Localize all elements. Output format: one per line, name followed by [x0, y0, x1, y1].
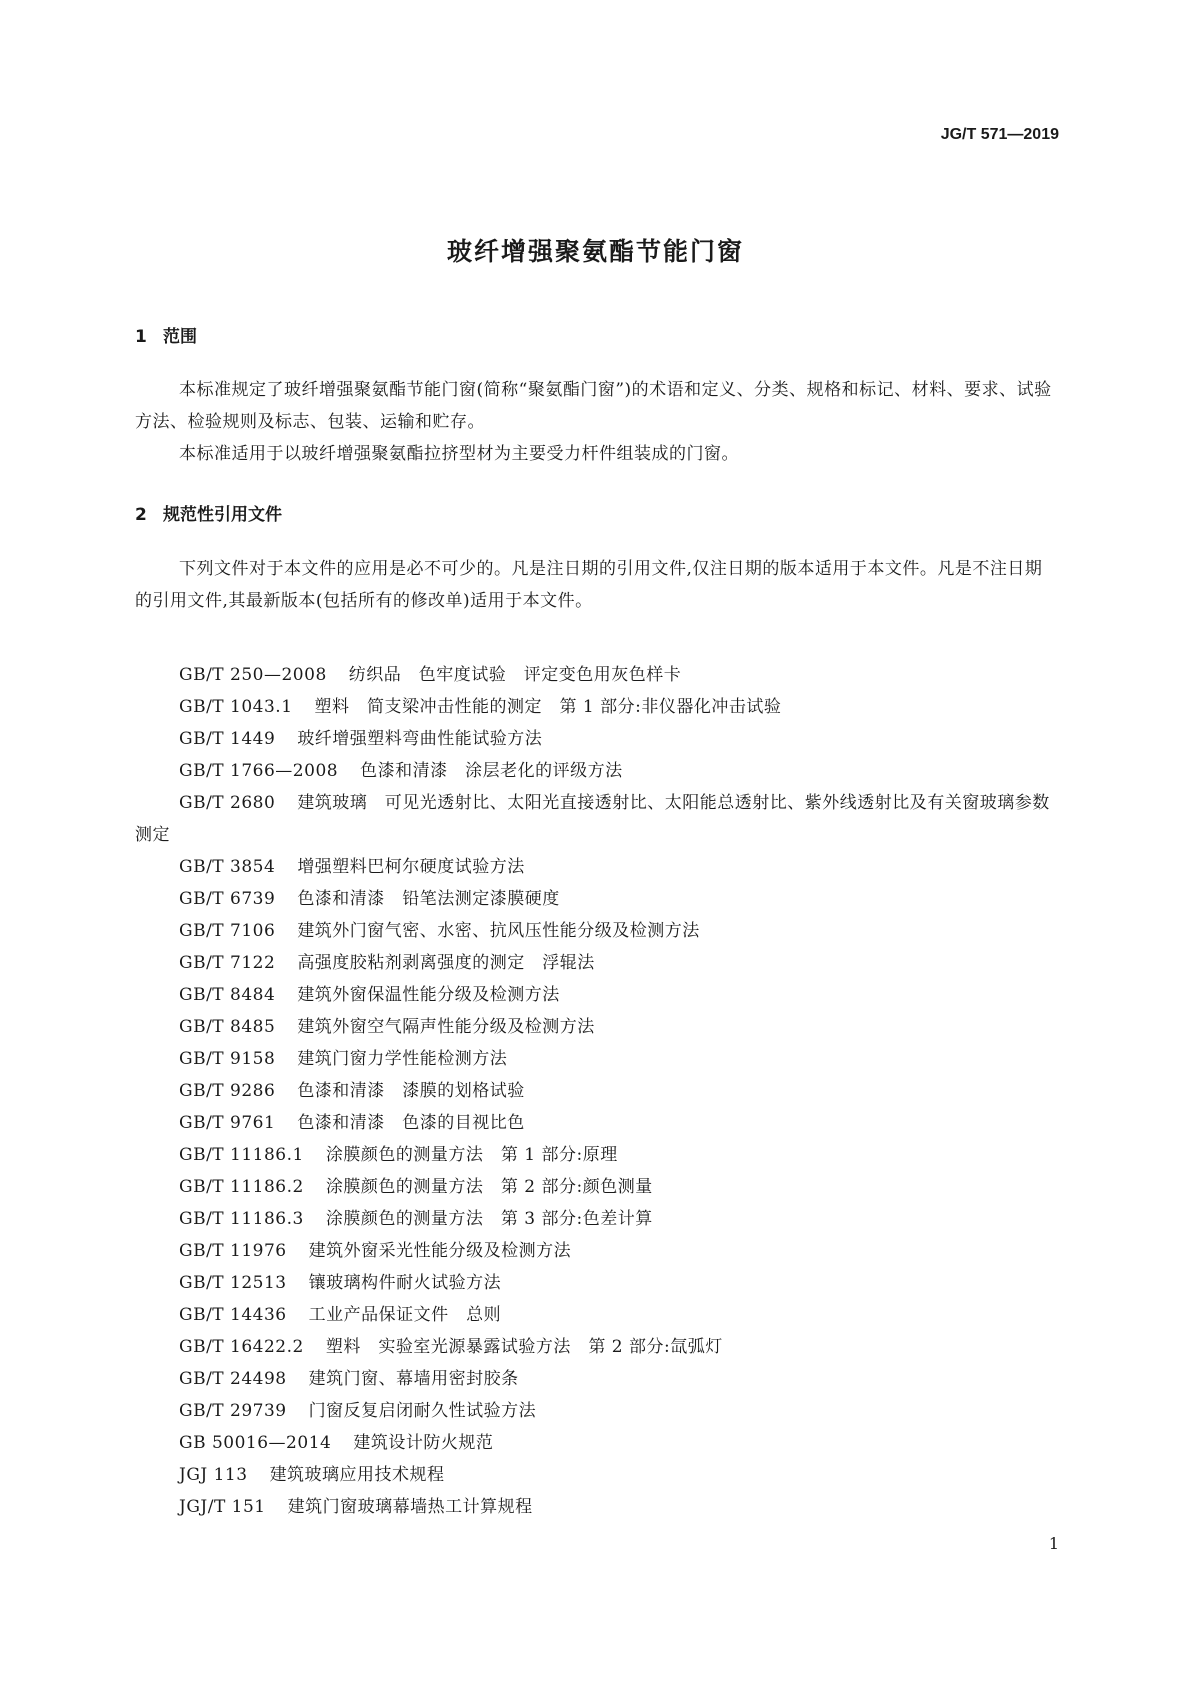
reference-code: GB/T 14436 [179, 1305, 287, 1325]
reference-code: GB/T 6739 [179, 889, 276, 909]
reference-item [135, 691, 1055, 723]
reference-title: 涂膜颜色的测量方法 第 1 部分:原理 [325, 1145, 618, 1165]
reference-code: GB/T 29739 [179, 1401, 287, 1421]
reference-title: 色漆和清漆 漆膜的划格试验 [297, 1081, 525, 1101]
reference-code: GB/T 1449 [179, 729, 276, 749]
section-2-heading [135, 500, 282, 525]
reference-title: 色漆和清漆 涂层老化的评级方法 [360, 761, 623, 781]
reference-item [135, 755, 1055, 787]
reference-title: 纺织品 色牢度试验 评定变色用灰色样卡 [348, 665, 682, 685]
reference-code: GB/T 24498 [179, 1369, 287, 1389]
reference-item [135, 1235, 1055, 1267]
reference-title: 增强塑料巴柯尔硬度试验方法 [297, 857, 525, 877]
reference-code: GB/T 11186.1 [179, 1145, 304, 1165]
scope-paragraph-2: 本标准适用于以玻纤增强聚氨酯拉挤型材为主要受力杆件组装成的门窗。 [179, 444, 739, 464]
reference-item [135, 851, 1055, 883]
reference-item [135, 1395, 1055, 1427]
section-title: 规范性引用文件 [163, 505, 282, 525]
standard-code: JG/T 571—2019 [940, 126, 1059, 143]
reference-item [135, 723, 1055, 755]
reference-item [135, 1459, 1055, 1491]
reference-code: GB/T 16422.2 [179, 1337, 304, 1357]
reference-code: JGJ/T 151 [179, 1497, 266, 1517]
reference-item [135, 1267, 1055, 1299]
reference-code: GB/T 11186.3 [179, 1209, 304, 1229]
reference-item [135, 787, 1055, 851]
reference-item [135, 915, 1055, 947]
reference-code: GB/T 3854 [179, 857, 276, 877]
reference-title: 涂膜颜色的测量方法 第 3 部分:色差计算 [325, 1209, 653, 1229]
section-1-heading [135, 322, 197, 347]
references-intro-paragraph: 下列文件对于本文件的应用是必不可少的。凡是注日期的引用文件,仅注日期的版本适用于本文件。凡是不注日期的引用文件,其最新版本(包括所有的修改单)适用于本文件。 [135, 559, 1043, 611]
reference-item [135, 1075, 1055, 1107]
reference-title: 塑料 简支梁冲击性能的测定 第 1 部分:非仪器化冲击试验 [314, 697, 782, 717]
reference-item [135, 947, 1055, 979]
reference-item [135, 979, 1055, 1011]
reference-title: 建筑设计防火规范 [353, 1433, 494, 1453]
reference-item [135, 1011, 1055, 1043]
reference-title: 建筑外窗保温性能分级及检测方法 [297, 985, 560, 1005]
reference-code: GB/T 11186.2 [179, 1177, 304, 1197]
reference-title: 建筑门窗力学性能检测方法 [297, 1049, 508, 1069]
reference-title: 建筑玻璃 可见光透射比、太阳光直接透射比、太阳能总透射比、紫外线透射比及有关窗玻璃参数测定 [135, 793, 1050, 845]
reference-item [135, 1299, 1055, 1331]
reference-item [135, 883, 1055, 915]
reference-title: 高强度胶粘剂剥离强度的测定 浮辊法 [297, 953, 595, 973]
reference-title: 涂膜颜色的测量方法 第 2 部分:颜色测量 [325, 1177, 653, 1197]
reference-item [135, 659, 1055, 691]
reference-code: GB/T 2680 [179, 793, 276, 813]
reference-title: 门窗反复启闭耐久性试验方法 [308, 1401, 537, 1421]
reference-item [135, 1427, 1055, 1459]
reference-code: GB/T 9286 [179, 1081, 276, 1101]
reference-title: 建筑外窗空气隔声性能分级及检测方法 [297, 1017, 595, 1037]
reference-item [135, 1139, 1055, 1171]
reference-code: GB/T 8485 [179, 1017, 276, 1037]
document-title: 玻纤增强聚氨酯节能门窗 [446, 237, 744, 266]
reference-code: GB/T 9761 [179, 1113, 276, 1133]
reference-code: GB/T 8484 [179, 985, 276, 1005]
reference-code: GB 50016—2014 [179, 1433, 332, 1453]
reference-code: GB/T 7122 [179, 953, 276, 973]
reference-code: GB/T 1043.1 [179, 697, 293, 717]
reference-title: 建筑外门窗气密、水密、抗风压性能分级及检测方法 [297, 921, 700, 941]
reference-title: 塑料 实验室光源暴露试验方法 第 2 部分:氙弧灯 [325, 1337, 723, 1357]
section-number: 1 [135, 327, 147, 347]
reference-code: GB/T 12513 [179, 1273, 287, 1293]
reference-title: 建筑外窗采光性能分级及检测方法 [308, 1241, 572, 1261]
reference-code: JGJ 113 [179, 1465, 248, 1485]
reference-item [135, 1107, 1055, 1139]
scope-paragraph-1: 本标准规定了玻纤增强聚氨酯节能门窗(简称“聚氨酯门窗”)的术语和定义、分类、规格和标记、材料、要求、试验方法、检验规则及标志、包装、运输和贮存。 [135, 380, 1052, 432]
reference-item [135, 1363, 1055, 1395]
reference-title: 镶玻璃构件耐火试验方法 [308, 1273, 502, 1293]
normative-references-list [135, 659, 1055, 1523]
reference-code: GB/T 250—2008 [179, 665, 327, 685]
reference-item [135, 1171, 1055, 1203]
page-number: 1 [1048, 1534, 1059, 1553]
reference-title: 建筑门窗玻璃幕墙热工计算规程 [287, 1497, 533, 1517]
reference-title: 色漆和清漆 色漆的目视比色 [297, 1113, 525, 1133]
reference-code: GB/T 9158 [179, 1049, 276, 1069]
reference-title: 建筑玻璃应用技术规程 [269, 1465, 445, 1485]
reference-title: 工业产品保证文件 总则 [308, 1305, 502, 1325]
reference-code: GB/T 11976 [179, 1241, 287, 1261]
reference-item [135, 1491, 1055, 1523]
section-number: 2 [135, 505, 147, 525]
reference-title: 色漆和清漆 铅笔法测定漆膜硬度 [297, 889, 560, 909]
section-title: 范围 [163, 327, 197, 347]
reference-item [135, 1203, 1055, 1235]
reference-title: 建筑门窗、幕墙用密封胶条 [308, 1369, 519, 1389]
reference-code: GB/T 1766—2008 [179, 761, 339, 781]
reference-title: 玻纤增强塑料弯曲性能试验方法 [297, 729, 543, 749]
reference-item [135, 1043, 1055, 1075]
reference-code: GB/T 7106 [179, 921, 276, 941]
reference-item [135, 1331, 1055, 1363]
